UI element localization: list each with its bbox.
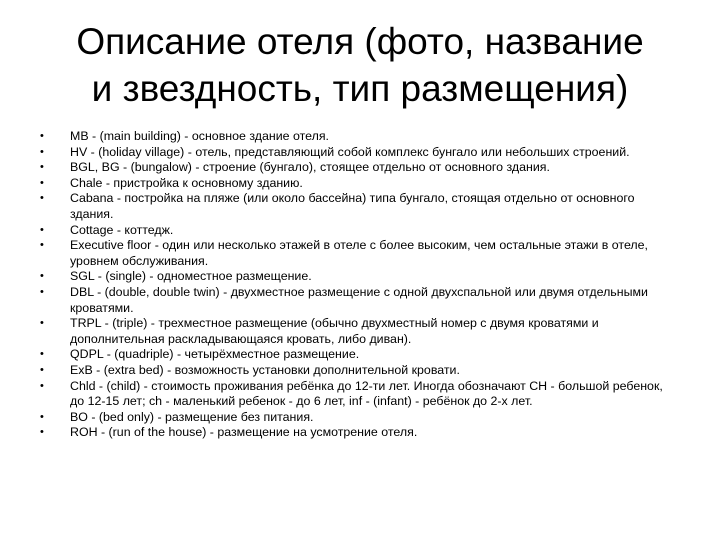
slide-title — [30, 18, 690, 112]
bullet-icon: • — [40, 410, 44, 423]
list-item — [40, 191, 680, 222]
term-list — [40, 129, 680, 441]
bullet-icon: • — [40, 239, 44, 252]
list-item-text: QDPL - (quadriple) - четырёхместное размещение. — [70, 347, 360, 362]
bullet-icon: • — [40, 145, 44, 158]
list-item-text: Chale - пристройка к основному зданию. — [70, 175, 303, 190]
list-item-text: Cottage - коттедж. — [70, 222, 174, 237]
bullet-icon: • — [40, 426, 44, 439]
list-item — [40, 316, 680, 347]
list-item — [40, 285, 680, 316]
list-item — [40, 160, 680, 176]
list-item-text: Cabana - постройка на пляже (или около бассейна) типа бунгало, стоящая отдельно от основного здания. — [70, 191, 635, 221]
list-item-text: Chld - (child) - стоимость проживания ребёнка до 12-ти лет. Иногда обозначают CH - большой ребенок, до 12-15 лет; ch - маленький ребенок - до 6 лет, inf - (infant) - ребёнок до 2-х лет. — [70, 378, 663, 409]
list-item-text: TRPL - (triple) - трехместное размещение (обычно двухместный номер с двумя кроватями и дополнительная раскладывающаяся кровать, либо диван). — [70, 316, 599, 346]
slide-title-line-1: Описание отеля (фото, название — [76, 21, 644, 62]
list-item — [40, 379, 680, 410]
bullet-icon: • — [40, 317, 44, 330]
bullet-icon: • — [40, 192, 44, 205]
list-item — [40, 269, 680, 285]
bullet-icon: • — [40, 363, 44, 376]
list-item-text: ExB - (extra bed) - возможность установки дополнительной кровати. — [70, 362, 460, 377]
bullet-icon: • — [40, 130, 44, 142]
list-item — [40, 145, 680, 161]
list-item — [40, 425, 680, 441]
list-item-text: HV - (holiday village) - отель, представляющий собой комплекс бунгало или небольших строений. — [70, 144, 630, 159]
slide-title-line-2: и звездность, тип размещения) — [91, 68, 629, 109]
bullet-icon: • — [40, 176, 44, 189]
list-item-text: BGL, BG - (bungalow) - строение (бунгало), стоящее отдельно от основного здания. — [70, 160, 550, 175]
list-item-text: MB - (main building) - основное здание отеля. — [70, 129, 329, 143]
bullet-icon: • — [40, 223, 44, 236]
list-item — [40, 176, 680, 192]
list-item — [40, 223, 680, 239]
bullet-icon: • — [40, 379, 44, 392]
list-item-text: Executive floor - один или несколько этажей в отеле с более высоким, чем остальные этажи в отеле, уровнем обслуживания. — [70, 238, 648, 268]
list-item-text: ROH - (run of the house) - размещение на усмотрение отеля. — [70, 425, 418, 440]
list-item — [40, 129, 680, 145]
list-item-text: SGL - (single) - одноместное размещение. — [70, 269, 312, 284]
list-item — [40, 347, 680, 363]
list-item — [40, 410, 680, 426]
list-item — [40, 238, 680, 269]
bullet-icon: • — [40, 161, 44, 174]
list-item-text: DBL - (double, double twin) - двухместное размещение с одной двухспальной или двумя отдельными кроватями. — [70, 284, 648, 315]
list-item-text: BO - (bed only) - размещение без питания. — [70, 409, 314, 424]
bullet-icon: • — [40, 285, 44, 298]
bullet-icon: • — [40, 348, 44, 361]
list-item — [40, 363, 680, 379]
bullet-icon: • — [40, 270, 44, 283]
